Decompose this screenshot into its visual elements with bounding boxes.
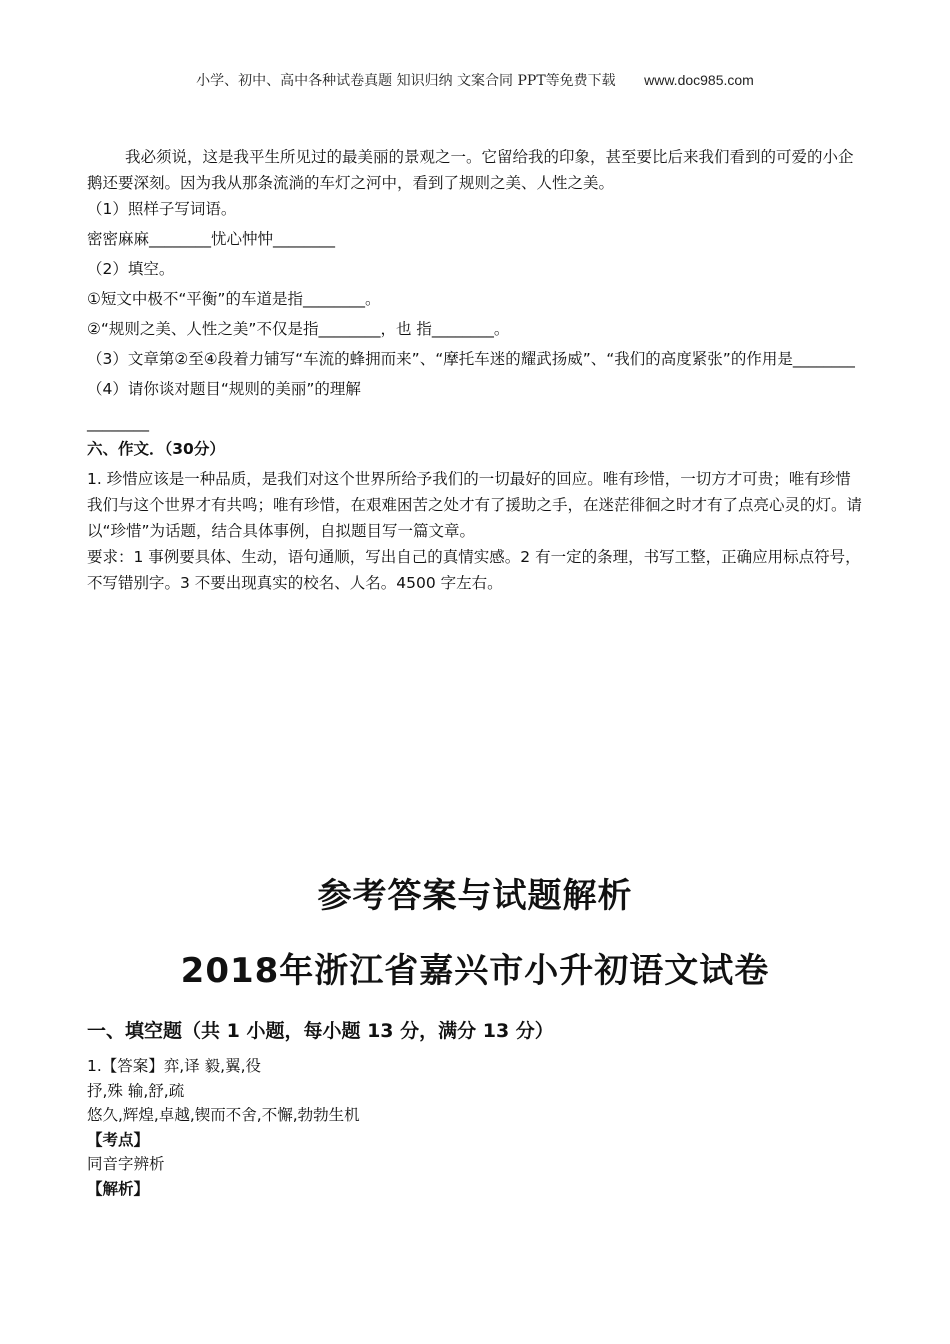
- composition-heading: 六、作文．（30分）: [87, 440, 225, 458]
- header-text: 小学、初中、高中各种试卷真题 知识归纳 文案合同 PPT等免费下载: [196, 73, 616, 89]
- question-2-a: ①短文中极不“平衡”的车道是指________。: [87, 290, 381, 308]
- question-2: （2）填空。: [87, 260, 175, 278]
- section-heading: 一、填空题（共 1 小题，每小题 13 分，满分 13 分）: [87, 1020, 554, 1042]
- question-block: [87, 144, 865, 596]
- answer-block: [87, 1054, 865, 1201]
- kaodian-text: 同音字辨析: [87, 1155, 165, 1173]
- passage-paragraph: 我必须说，这是我平生所见过的最美丽的景观之一。它留给我的印象，甚至要比后来我们看到的可爱的小企鹅还要深刻。因为我从那条流淌的车灯之河中，看到了规则之美、人性之美。: [87, 148, 854, 192]
- answer-line: 悠久,辉煌,卓越,锲而不舍,不懈,勃勃生机: [87, 1106, 360, 1124]
- question-4-blank: ________: [87, 414, 149, 432]
- header-url[interactable]: www.doc985.com: [644, 72, 754, 88]
- kaodian-label: 【考点】: [87, 1130, 150, 1149]
- question-4: （4）请你谈对题目“规则的美丽”的理解: [87, 380, 361, 398]
- exam-title: 2018年浙江省嘉兴市小升初语文试卷: [180, 951, 770, 991]
- answers-title: 参考答案与试题解析: [317, 876, 633, 916]
- answer-line: 抒,殊 输,舒,疏: [87, 1081, 185, 1100]
- question-1-words: 密密麻麻________忧心忡忡________: [87, 230, 336, 248]
- composition-prompt: 1. 珍惜应该是一种品质，是我们对这个世界所给予我们的一切最好的回应。唯有珍惜，一切方才可贵；唯有珍惜我们与这个世界才有共鸣；唯有珍惜，在艰难困苦之处才有了援助之手，在迷茫徘徊之时才有了点亮心灵的灯。请以“珍惜”为话题，结合具体事例，自拟题目写一篇文章。: [87, 470, 863, 540]
- jiexi-label: 【解析】: [87, 1179, 150, 1198]
- page-header: [0, 70, 950, 90]
- answer-line: 1.【答案】弈,译 毅,翼,役: [87, 1057, 261, 1075]
- question-2-b: ②“规则之美、人性之美”不仅是指________，也 指________。: [87, 320, 510, 338]
- question-3: （3）文章第②至④段着力铺写“车流的蜂拥而来”、“摩托车迷的耀武扬威”、“我们的高度紧张”的作用是________: [87, 350, 855, 368]
- composition-requirements: 要求：1 事例要具体、生动，语句通顺，写出自己的真情实感。2 有一定的条理，书写工整，正确应用标点符号，不写错别字。3 不要出现真实的校名、人名。4500 字左右。: [87, 548, 861, 592]
- question-1: （1）照样子写词语。: [87, 200, 237, 218]
